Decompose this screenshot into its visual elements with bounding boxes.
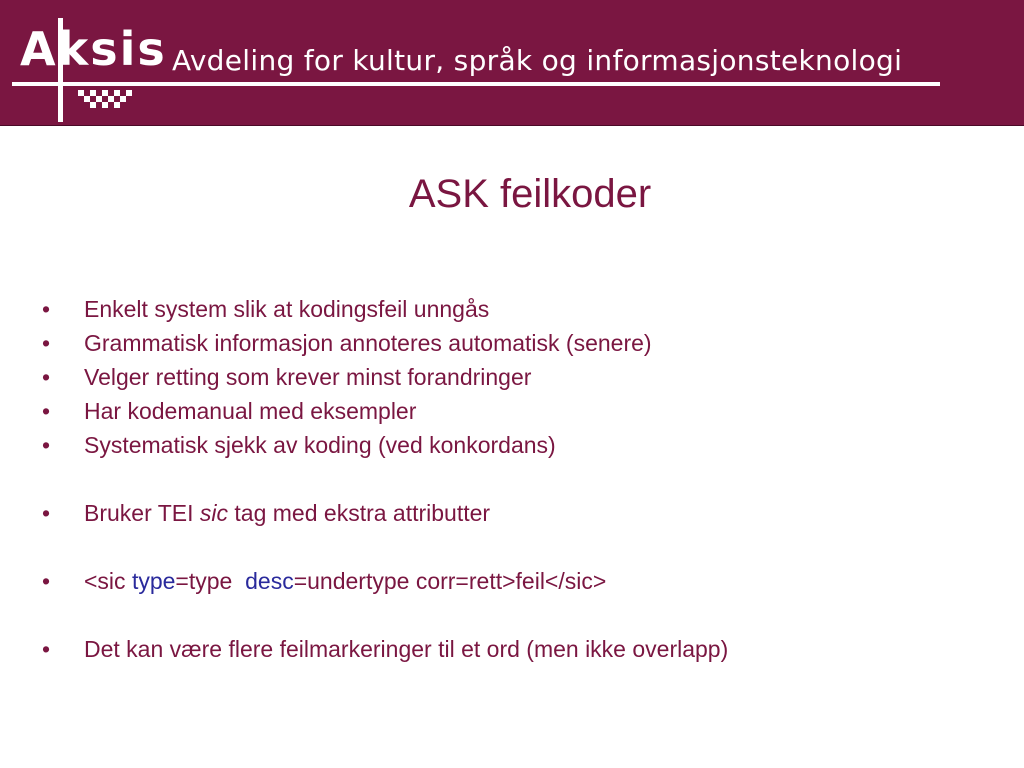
- bullet-item-tei: [42, 496, 1002, 530]
- bullet-item: • Enkelt system slik at kodingsfeil unngås: [42, 292, 1002, 326]
- bullet-item: • Grammatisk informasjon annoteres automatisk (senere): [42, 326, 1002, 360]
- department-title: Avdeling for kultur, språk og informasjonsteknologi: [172, 44, 903, 77]
- code-part2: =type: [175, 568, 246, 594]
- code-keyword-type: type: [131, 568, 176, 594]
- bullet-item: • Systematisk sjekk av koding (ved konkordans): [42, 428, 1002, 462]
- tei-prefix: Bruker TEI: [84, 500, 200, 526]
- bullet-list: [42, 292, 1002, 666]
- tei-suffix: tag med ekstra attributter: [228, 500, 491, 526]
- bullet-item: • Har kodemanual med eksempler: [42, 394, 1002, 428]
- code-keyword-desc: desc: [245, 568, 294, 594]
- code-part3: =undertype corr=rett>feil</sic>: [293, 568, 607, 594]
- header-banner: [0, 0, 1024, 126]
- bullet-item-code: [42, 564, 1002, 598]
- logo-text: Aksis: [20, 22, 167, 76]
- aksis-logo: [0, 0, 170, 126]
- code-part1: <sic: [84, 568, 132, 594]
- bullet-item-last: • Det kan være flere feilmarkeringer til et ord (men ikke overlapp): [42, 632, 1002, 666]
- slide-title: ASK feilkoder: [408, 172, 652, 216]
- header-rule: [12, 82, 940, 86]
- logo-checker-pattern: [78, 90, 132, 112]
- tei-sic: sic: [199, 500, 229, 526]
- bullet-item: • Velger retting som krever minst forandringer: [42, 360, 1002, 394]
